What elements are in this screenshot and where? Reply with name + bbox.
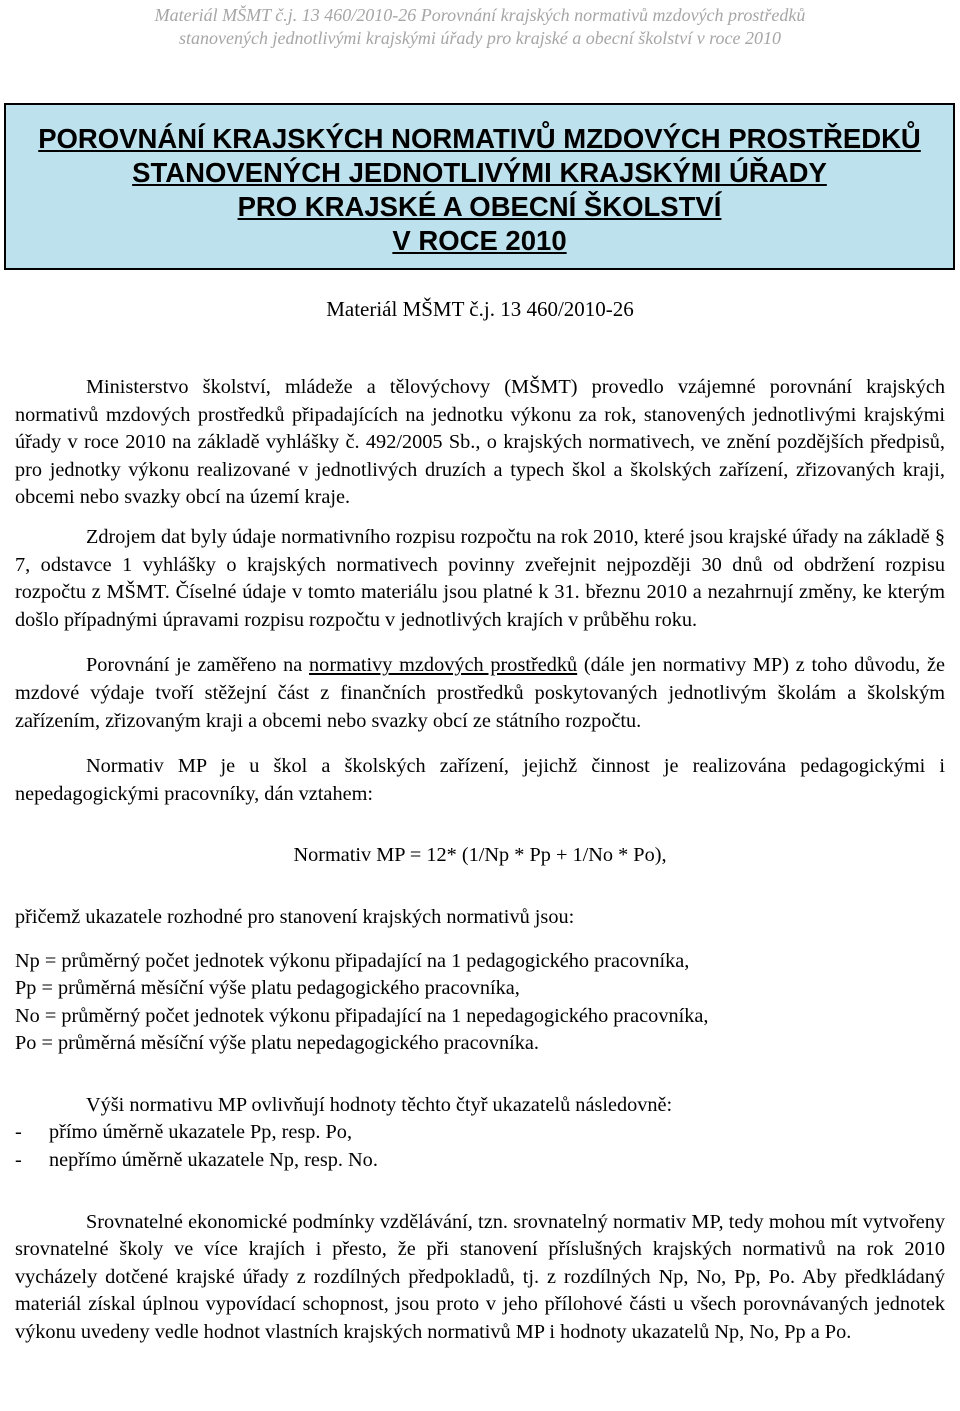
title-line-2: STANOVENÝCH JEDNOTLIVÝMI KRAJSKÝMI ÚŘADY [132, 157, 827, 188]
influence-list [15, 1119, 945, 1174]
list-item-text: nepřímo úměrně ukazatele Np, resp. No. [49, 1149, 378, 1172]
list-item [15, 1119, 945, 1147]
paragraph-focus-start: Porovnání je zaměřeno na [86, 654, 310, 677]
paragraph-normative-definition: Normativ MP je u škol a školských zařízení, jejichž činnost je realizována pedagogickými i nepedagogickými pracovníky, dán vztahem: [15, 755, 945, 805]
running-header-line-1: Materiál MŠMT č.j. 13 460/2010-26 Porovnání krajských normativů mzdových prostředků [154, 5, 806, 25]
paragraph-focus-end: (dále jen normativy MP) z toho důvodu, že mzdové výdaje tvoří stěžejní část z finančních prostředků poskytovaných jednotlivým školám a školským zařízením, zřizovaným kraji a obcemi nebo svazky obcí ze státního rozpočtu. [15, 654, 945, 732]
paragraph-influence: Výši normativu MP ovlivňují hodnoty těchto čtyř ukazatelů následovně: [86, 1093, 673, 1116]
paragraph-intro: Ministerstvo školství, mládeže a tělovýchovy (MŠMT) provedlo vzájemné porovnání krajských normativů mzdových prostředků připadajících na jednotku výkonu za rok, stanovených jednotlivými krajskými úřady v roce 2010 na základě vyhlášky č. 492/2005 Sb., o krajských normativech, ve znění pozdějších předpisů, pro jednotky výkonu realizované v jednotlivých druzích a typech škol a školských zařízení, zřizovaných kraji, obcemi nebo svazky obcí na území kraje. [15, 376, 945, 509]
paragraph-comparison: Srovnatelné ekonomické podmínky vzdělávání, tzn. srovnatelný normativ MP, tedy mohou mít vytvořeny srovnatelné školy ve více krajích i přesto, že při stanovení příslušných krajských normativů na rok 2010 vycházely dotčené krajské úřady z rozdílných předpokladů, tj. z rozdílných Np, No, Pp, Po. Aby předkládaný materiál získal úplnou vypovídací schopnost, jsou proto v jeho přílohové části u všech porovnávaných jednotek výkonu uvedeny vedle hodnot vlastních krajských normativů MP i hodnoty ukazatelů Np, No, Pp a Po. [15, 1210, 945, 1344]
formula: Normativ MP = 12* (1/Np * Pp + 1/No * Po), [293, 844, 667, 867]
title-line-1: POROVNÁNÍ KRAJSKÝCH NORMATIVŮ MZDOVÝCH PROSTŘEDKŮ [38, 123, 921, 154]
definition-po: Po = průměrná měsíční výše platu nepedagogického pracovníka. [15, 1032, 539, 1055]
paragraph-data-source: Zdrojem dat byly údaje normativního rozpisu rozpočtu na rok 2010, které jsou krajské úřady na základě § 7, odstavce 1 vyhlášky o krajských normativech povinny zveřejnit nejpozději 30 dnů od obdržení rozpisu rozpočtu z MŠMT. Číselné údaje v tomto materiálu jsou platné k 31. březnu 2010 a nezahrnují změny, ke kterým došlo případnými úpravami rozpisu rozpočtu v jednotlivých krajích v průběhu roku. [15, 525, 945, 631]
indicator-definitions [15, 948, 945, 1058]
list-item [15, 1147, 945, 1175]
title-line-3: PRO KRAJSKÉ A OBECNÍ ŠKOLSTVÍ [237, 191, 722, 222]
running-header [0, 4, 960, 50]
title-box [4, 103, 955, 270]
bullet-dash: - [15, 1121, 22, 1144]
document-body [15, 374, 945, 1347]
paragraph-focus [15, 652, 945, 735]
paragraph-indicators-intro: přičemž ukazatele rozhodné pro stanovení krajských normativů jsou: [15, 905, 575, 928]
definition-pp: Pp = průměrná měsíční výše platu pedagogického pracovníka, [15, 977, 520, 1000]
title-line-4: V ROCE 2010 [392, 225, 567, 256]
underlined-term: normativy mzdových prostředků [309, 654, 578, 677]
list-item-text: přímo úměrně ukazatele Pp, resp. Po, [49, 1121, 353, 1144]
bullet-dash: - [15, 1149, 22, 1172]
definition-no: No = průměrný počet jednotek výkonu připadající na 1 nepedagogického pracovníka, [15, 1004, 709, 1027]
running-header-line-2: stanovených jednotlivými krajskými úřady pro krajské a obecní školství v roce 2010 [179, 28, 781, 48]
definition-np: Np = průměrný počet jednotek výkonu připadající na 1 pedagogického pracovníka, [15, 949, 690, 972]
material-reference: Materiál MŠMT č.j. 13 460/2010-26 [326, 297, 634, 321]
